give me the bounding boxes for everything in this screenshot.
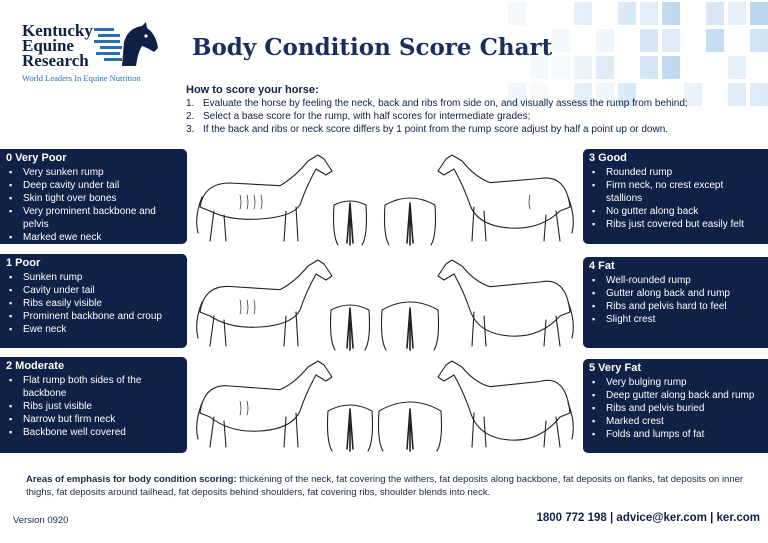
list-item: ▪ Gutter along back and rump: [589, 287, 762, 300]
list-item: ▪ Flat rump both sides of the backbone: [6, 374, 181, 400]
side-horse-left-legs: [210, 312, 298, 346]
how-to-heading: How to score your horse:: [186, 84, 319, 96]
contact-info: 1800 772 198 | advice@ker.com | ker.com: [536, 512, 760, 524]
score-card-3: [583, 149, 768, 244]
rear-view-left-tail: [347, 409, 353, 451]
list-item: ▪ Ribs and pelvis hard to feel: [589, 300, 762, 313]
side-horse-right-legs: [472, 207, 560, 241]
step-number: 2.: [186, 111, 195, 122]
score-card-4: [583, 257, 768, 348]
horse-head-logo-icon: [94, 22, 160, 70]
side-horse-left-rib: [240, 300, 241, 314]
how-to-score-section: [186, 84, 746, 136]
list-item: ▪ Very bulging rump: [589, 376, 762, 389]
side-horse-left-rib: [254, 300, 255, 314]
score-criteria-list: [589, 376, 762, 441]
list-item: ▪ Ribs and pelvis buried: [589, 402, 762, 415]
horse-illustration-row-2-5: [195, 353, 575, 453]
score-card-0: [0, 149, 187, 244]
how-to-step: [186, 97, 746, 110]
step-text: Select a base score for the rump, with half scores for intermediate grades;: [203, 111, 531, 122]
how-to-step: [186, 123, 746, 136]
side-horse-left-rib: [247, 300, 248, 314]
score-title: 4 Fat: [589, 260, 615, 272]
list-item: ▪ Deep gutter along back and rump: [589, 389, 762, 402]
list-item: ▪ Marked ewe neck: [6, 231, 181, 244]
side-horse-left-body: [200, 361, 332, 431]
list-item: ▪ Firm neck, no crest except stallions: [589, 179, 762, 205]
side-horse-left-rib: [240, 401, 241, 415]
score-title: 5 Very Fat: [589, 362, 641, 374]
list-item: ▪ Backbone well covered: [6, 426, 181, 439]
score-title: 2 Moderate: [6, 360, 65, 372]
list-item: ▪ Folds and lumps of fat: [589, 428, 762, 441]
list-item: ▪ Prominent backbone and croup: [6, 310, 181, 323]
score-card-2: [0, 357, 187, 453]
list-item: ▪ Very sunken rump: [6, 166, 181, 179]
side-horse-left-body: [200, 155, 332, 219]
side-horse-left-rib: [247, 401, 248, 415]
list-item: ▪ Deep cavity under tail: [6, 179, 181, 192]
logo-line-3: Research: [22, 51, 89, 70]
list-item: ▪ Sunken rump: [6, 271, 181, 284]
score-card-1: [0, 254, 187, 348]
side-horse-right-body: [438, 260, 570, 336]
list-item: ▪ Very prominent backbone and pelvis: [6, 205, 181, 231]
page-title: Body Condition Score Chart: [192, 34, 553, 61]
score-criteria-list: [6, 271, 181, 336]
score-criteria-list: [6, 166, 181, 244]
list-item: ▪ Ribs just visible: [6, 400, 181, 413]
step-text: If the back and ribs or neck score differs by 1 point from the rump score adjust by half a point up or down.: [203, 124, 669, 135]
score-card-5: [583, 359, 768, 453]
score-criteria-list: [589, 166, 762, 231]
version-label: Version 0920: [13, 515, 69, 526]
score-title: 3 Good: [589, 152, 627, 164]
list-item: ▪ Marked crest: [589, 415, 762, 428]
rear-view-left-tail: [347, 308, 353, 350]
list-item: ▪ Skin tight over bones: [6, 192, 181, 205]
list-item: ▪ Well-rounded rump: [589, 274, 762, 287]
side-horse-left-legs: [210, 413, 298, 447]
logo-line-2: Equine: [22, 36, 74, 55]
step-number: 1.: [186, 98, 195, 109]
score-title: 1 Poor: [6, 257, 41, 269]
side-horse-left-rib: [240, 195, 241, 209]
emphasis-note: [26, 473, 746, 499]
list-item: ▪ Ribs easily visible: [6, 297, 181, 310]
list-item: ▪ Ribs just covered but easily felt: [589, 218, 762, 231]
horse-illustration-row-1-4: [195, 252, 575, 352]
step-number: 3.: [186, 124, 195, 135]
horse-illustration-row-0-3: [195, 147, 575, 247]
side-horse-right-tail: [568, 403, 573, 439]
side-horse-right-rib: [529, 195, 530, 209]
how-to-step: [186, 110, 746, 123]
list-item: ▪ No gutter along back: [589, 205, 762, 218]
ker-logo: [20, 22, 160, 86]
emphasis-label: Areas of emphasis for body condition scoring:: [26, 474, 237, 485]
logo-tagline: World Leaders In Equine Nutrition: [22, 73, 141, 83]
list-item: ▪ Ewe neck: [6, 323, 181, 336]
step-text: Evaluate the horse by feeling the neck, back and ribs from side on, and visually assess the rump from behind;: [203, 98, 688, 109]
rear-view-right-tail: [407, 203, 413, 245]
rear-view-left-tail: [347, 203, 353, 245]
rear-view-right-tail: [407, 308, 413, 350]
side-horse-right-legs: [472, 312, 560, 346]
list-item: ▪ Slight crest: [589, 313, 762, 326]
score-title: 0 Very Poor: [6, 152, 67, 164]
side-horse-right-body: [438, 155, 570, 228]
score-criteria-list: [589, 274, 762, 326]
emphasis-text: thickening of the neck, fat covering the withers, fat deposits along backbone, fat deposits on flanks, fat deposits on inner thighs, fat deposits around tailhead, fat deposits behind shoulders, fat covering ribs, shoulder blends into neck.: [26, 474, 744, 498]
list-item: ▪ Narrow but firm neck: [6, 413, 181, 426]
rear-view-right-tail: [407, 409, 413, 451]
side-horse-right-body: [438, 361, 570, 440]
side-horse-left-legs: [210, 207, 298, 241]
side-horse-left-rib: [261, 195, 262, 209]
logo-line-1: Kentucky: [22, 21, 93, 40]
side-horse-left-rib: [247, 195, 248, 209]
score-criteria-list: [6, 374, 181, 439]
list-item: ▪ Cavity under tail: [6, 284, 181, 297]
side-horse-left-rib: [254, 195, 255, 209]
list-item: ▪ Rounded rump: [589, 166, 762, 179]
side-horse-right-tail: [568, 302, 573, 338]
side-horse-left-body: [200, 260, 332, 327]
